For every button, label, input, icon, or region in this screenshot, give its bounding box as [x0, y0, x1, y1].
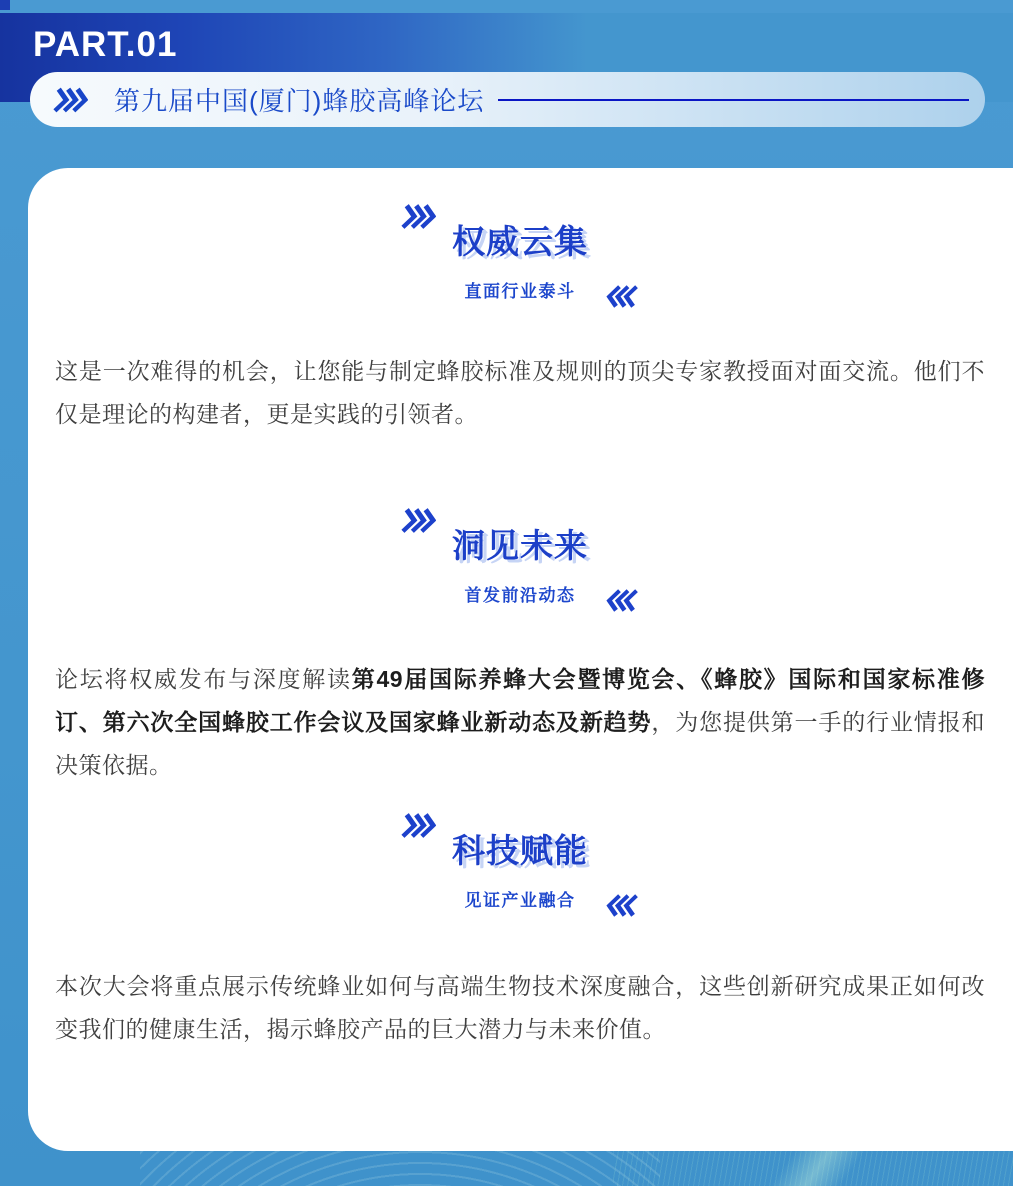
- section-subtitle-1: [465, 282, 576, 302]
- section-title-bar: [30, 72, 985, 127]
- section-title-2: [452, 528, 588, 564]
- paragraph-bold-run: 第49届国际养蜂大会暨博览会、《蜂胶》国际和国家标准修订、第六次全国蜂胶工作会议及国家蜂业新动态及新趋势: [55, 666, 985, 735]
- paragraph-run: 本次大会将重点展示传统蜂业如何与高端生物技术深度融合，这些创新研究成果正如何改变我们的健康生活，揭示蜂胶产品的巨大潜力与未来价值。: [55, 973, 985, 1042]
- section-subtitle-3: [465, 891, 576, 911]
- section-paragraph-3: [55, 965, 985, 1051]
- paragraph-run: 这是一次难得的机会，让您能与制定蜂胶标准及规则的顶尖专家教授面对面交流。他们不仅是理论的构建者，更是实践的引领者。: [55, 358, 985, 427]
- section-title-text: 权威云集: [452, 223, 588, 260]
- section-subtitle-text: 首发前沿动态: [464, 586, 576, 605]
- part-label: PART.01: [33, 25, 178, 64]
- section-title-text: 洞见未来: [452, 527, 588, 564]
- section-header-3: [55, 833, 985, 911]
- banner-title: 第九届中国(厦门)蜂胶高峰论坛: [114, 86, 485, 116]
- triple-chevron-right-icon: [52, 87, 91, 113]
- section-subtitle-text: 见证产业融合: [464, 891, 576, 910]
- paragraph-run: ，为您提供第一手的行业情报和决策依据。: [55, 709, 986, 778]
- section-header-1: [55, 224, 985, 302]
- guilloche-arcs-pattern: [140, 1150, 660, 1186]
- triple-chevron-right-icon: [400, 203, 439, 230]
- section-subtitle-text: 直面行业泰斗: [464, 282, 576, 301]
- section-header-2: [55, 528, 985, 606]
- section-title-3: [452, 833, 588, 869]
- content-card: [28, 168, 1013, 1151]
- triple-chevron-right-icon: [400, 812, 439, 839]
- section-paragraph-2: [55, 658, 985, 787]
- triple-chevron-left-icon: [601, 894, 641, 917]
- section-title-1: [452, 224, 588, 260]
- section-title-text: 科技赋能: [452, 832, 588, 869]
- section-paragraph-1: [55, 350, 985, 436]
- title-underline: [498, 99, 969, 101]
- triple-chevron-left-icon: [601, 589, 641, 612]
- corner-accent-square: [0, 0, 10, 10]
- section-subtitle-2: [465, 586, 576, 606]
- paragraph-run: 论坛将权威发布与深度解读: [55, 666, 352, 692]
- triple-chevron-left-icon: [601, 285, 641, 308]
- triple-chevron-right-icon: [400, 507, 439, 534]
